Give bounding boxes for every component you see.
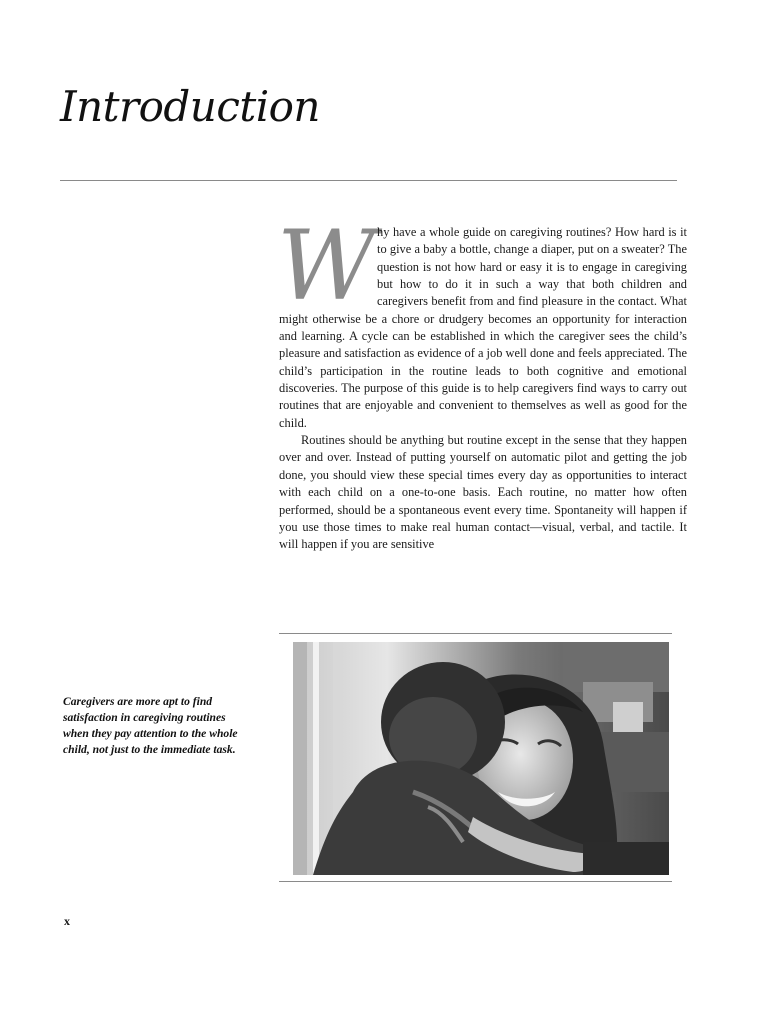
paragraph-1 (277, 210, 687, 432)
page-title: Introduction (60, 82, 320, 131)
photo-top-divider (279, 633, 672, 634)
paragraph-2: Routines should be anything but routine except in the sense that they happen over and over. Instead of putting yourself on automatic pilot and getting the job done, you should view these special times every day as opportunities to interact with each child on a one-to-one basis. Each routine, no matter how often performed, should be a spontaneous event every time. Spontaneity will happen if you use those times to make real human contact—visual, verbal, and tactile. It will happen if you are sensitive (279, 433, 687, 552)
top-divider (60, 180, 677, 181)
page-number: x (64, 914, 70, 928)
photo-bottom-divider (279, 881, 672, 882)
photo-caregiver-hugging-child (293, 642, 669, 875)
body-text (277, 210, 687, 554)
drop-cap: W (277, 210, 376, 322)
paragraph-1-text: hy have a whole guide on caregiving routines? How hard is it to give a baby a bottle, change a diaper, put on a sweater? The question is not how hard or easy it is to engage in caregiving but how to do it in such a way that both children and caregivers benefit from and find pleasure in the contact. What might otherwise be a chore or drudgery becomes an opportunity for interaction and learning. A cycle can be established in which the caregiver sees the child’s pleasure and satisfaction as evidence of a job well done and feels appreciated. The child’s participation in the routine leads to both cognitive and emotional discoveries. The purpose of this guide is to help caregivers find ways to carry out routines that are enjoyable and convenient to themselves as well as good for the child. (279, 225, 687, 430)
photo-caption: Caregivers are more apt to find satisfaction in caregiving routines when they pay attention to the whole child, not just to the immediate task. (63, 695, 238, 756)
photo-illustration-icon (293, 642, 669, 875)
